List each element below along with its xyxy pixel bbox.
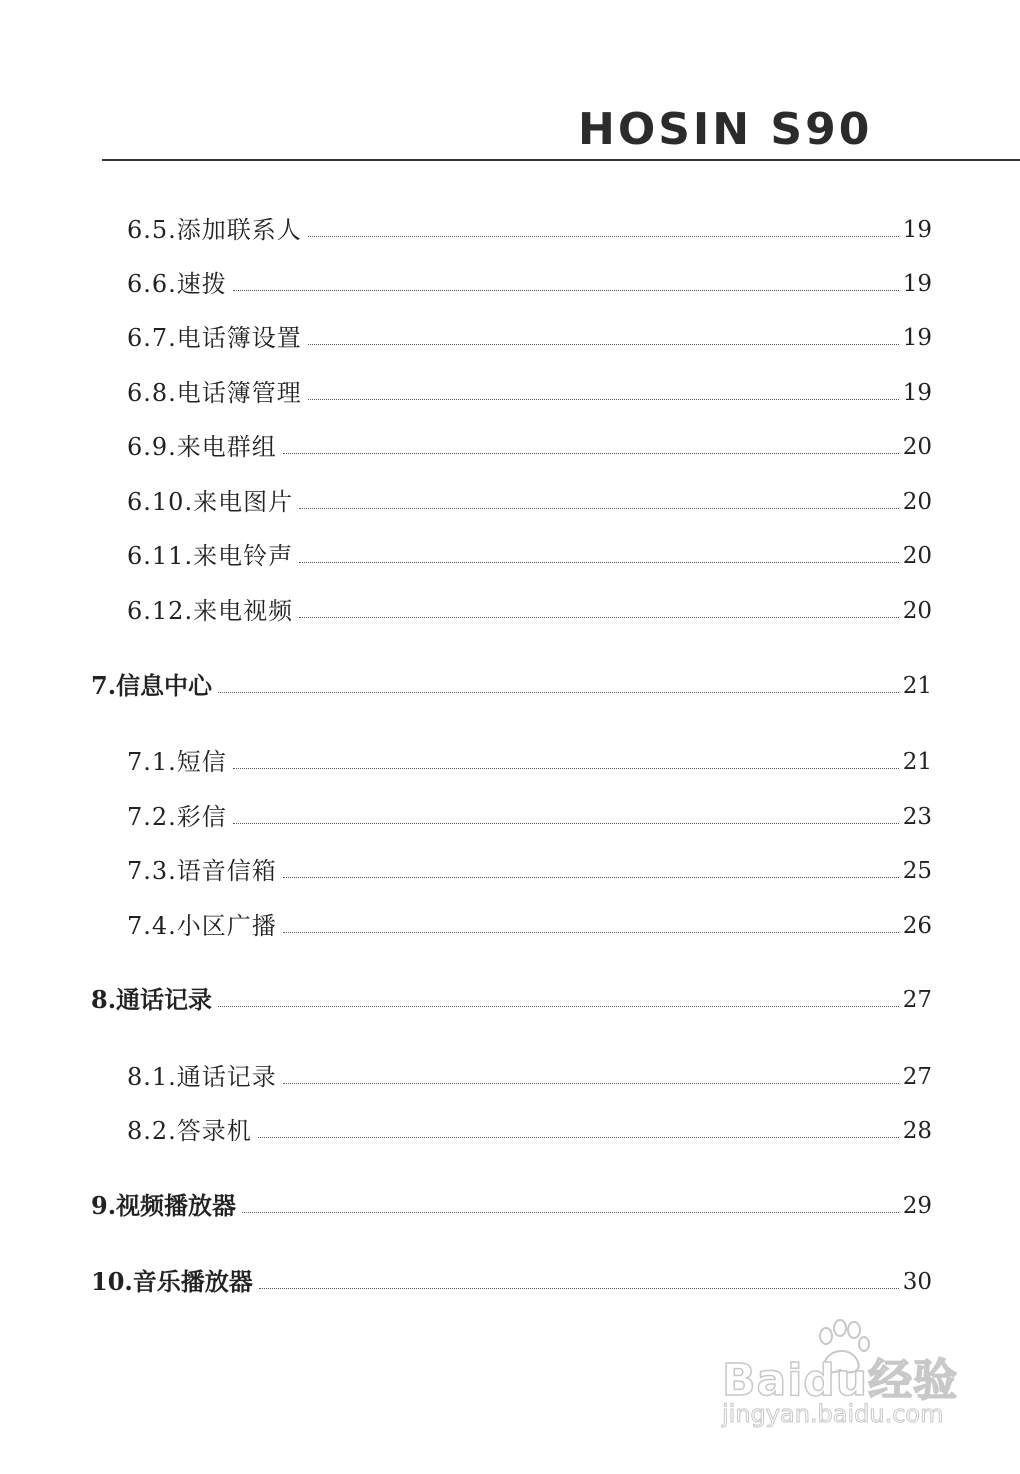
toc-entry[interactable]: [127, 906, 932, 940]
toc-entry[interactable]: [127, 427, 932, 461]
toc-chapter-page: 21: [902, 673, 932, 699]
toc-entry[interactable]: [127, 536, 932, 570]
toc-entry[interactable]: [127, 210, 932, 244]
toc-entry-page: 23: [902, 804, 932, 830]
toc-chapter[interactable]: [91, 666, 932, 700]
toc-entry-page: 27: [902, 1064, 932, 1090]
toc-chapter-title: 10.音乐播放器: [91, 1267, 253, 1296]
toc-entry-page: 19: [902, 217, 932, 243]
dot-leader: [308, 398, 899, 400]
toc-entry-title: 8.2.答录机: [127, 1117, 252, 1145]
toc-entry-page: 20: [902, 489, 932, 515]
toc-entry[interactable]: [127, 797, 932, 831]
toc-entry-title: 6.8.电话簿管理: [127, 379, 302, 407]
dot-leader: [233, 289, 899, 291]
toc-entry-title: 7.3.语音信箱: [127, 857, 277, 885]
toc-chapter-title: 8.通话记录: [91, 985, 213, 1014]
toc-entry-page: 19: [902, 271, 932, 297]
baidu-watermark: [722, 1318, 972, 1438]
toc-entry-page: 19: [902, 325, 932, 351]
watermark-text: Baidu经验: [722, 1355, 959, 1406]
toc-entry-title: 6.11.来电铃声: [127, 542, 294, 570]
toc-entry[interactable]: [127, 482, 932, 516]
toc-entry[interactable]: [127, 851, 932, 885]
toc-entry-title: 7.2.彩信: [127, 803, 227, 831]
toc-entry-page: 20: [902, 598, 932, 624]
toc-entry-title: 6.7.电话簿设置: [127, 324, 302, 352]
toc-entry[interactable]: [127, 318, 932, 352]
dot-leader: [308, 343, 899, 345]
dot-leader: [242, 1211, 899, 1213]
toc-chapter-title: 9.视频播放器: [91, 1191, 237, 1220]
dot-leader: [258, 1136, 899, 1138]
toc-entry-page: 19: [902, 380, 932, 406]
toc-chapter-page: 30: [902, 1269, 932, 1295]
toc-entry-title: 6.9.来电群组: [127, 433, 277, 461]
toc-entry-title: 6.6.速拨: [127, 270, 227, 298]
toc-entry-title: 8.1.通话记录: [127, 1063, 277, 1091]
dot-leader: [299, 616, 899, 618]
toc-entry[interactable]: [127, 264, 932, 298]
toc-chapter-page: 29: [902, 1193, 932, 1219]
dot-leader: [218, 691, 899, 693]
toc-entry-title: 7.4.小区广播: [127, 912, 277, 940]
toc-chapter[interactable]: [91, 1262, 932, 1296]
toc-chapter-page: 27: [902, 987, 932, 1013]
dot-leader: [299, 507, 899, 509]
toc-entry-page: 25: [902, 858, 932, 884]
dot-leader: [283, 931, 899, 933]
dot-leader: [283, 876, 899, 878]
dot-leader: [259, 1287, 899, 1289]
toc-chapter[interactable]: [91, 1186, 932, 1220]
toc-chapter-title: 7.信息中心: [91, 671, 213, 700]
dot-leader: [283, 1082, 899, 1084]
dot-leader: [308, 235, 899, 237]
toc-entry-title: 7.1.短信: [127, 748, 227, 776]
watermark-url: jingyan.baidu.com: [722, 1400, 944, 1428]
toc-entry-page: 28: [902, 1118, 932, 1144]
toc-chapter[interactable]: [91, 980, 932, 1014]
dot-leader: [218, 1005, 899, 1007]
toc-entry-page: 26: [902, 913, 932, 939]
toc-entry-page: 20: [902, 434, 932, 460]
dot-leader: [283, 452, 899, 454]
toc-entry[interactable]: [127, 373, 932, 407]
toc-entry[interactable]: [127, 591, 932, 625]
dot-leader: [233, 822, 899, 824]
toc-entry-title: 6.12.来电视频: [127, 597, 294, 625]
toc-entry-page: 20: [902, 543, 932, 569]
toc-entry-page: 21: [902, 749, 932, 775]
toc-entry[interactable]: [127, 1057, 932, 1091]
dot-leader: [233, 767, 899, 769]
toc-entry-title: 6.5.添加联系人: [127, 216, 302, 244]
brand-logo: HOSIN S90: [578, 104, 873, 155]
toc-entry[interactable]: [127, 742, 932, 776]
toc-entry[interactable]: [127, 1111, 932, 1145]
dot-leader: [299, 561, 899, 563]
toc-entry-title: 6.10.来电图片: [127, 488, 294, 516]
